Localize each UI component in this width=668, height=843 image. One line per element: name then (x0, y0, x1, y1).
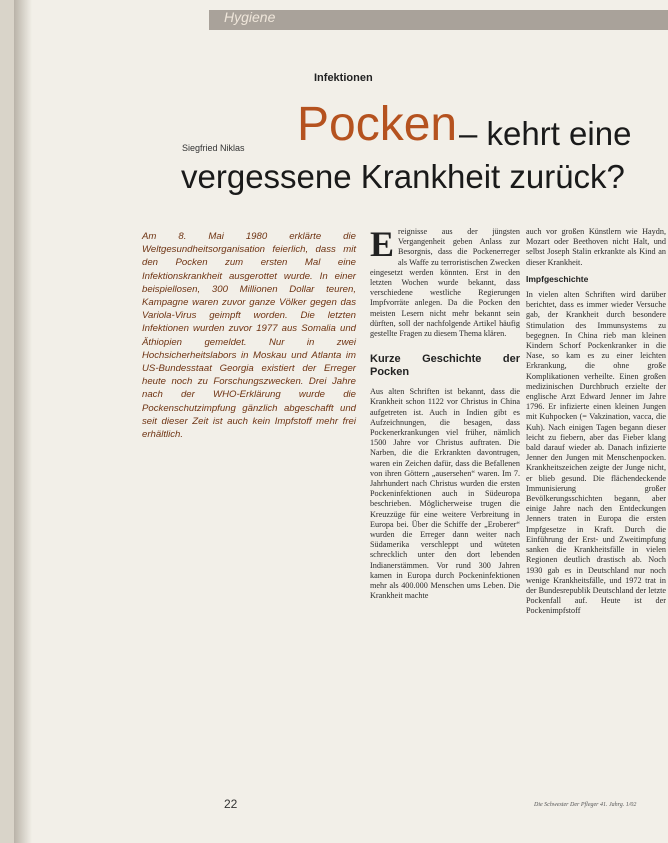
page-number: 22 (224, 797, 238, 811)
title-accent-word: Pocken (297, 98, 458, 151)
subhead-vaccination: Impfgeschichte (526, 273, 589, 284)
article-kicker: Infektionen (314, 72, 373, 84)
title-first-line-rest: – kehrt eine (459, 115, 632, 152)
subhead-history: Kurze Geschichte der Pocken (370, 353, 520, 379)
history-paragraph: Aus alten Schriften ist bekannt, dass die Krankheit schon 1122 vor Christus in China aufgetreten ist. Auch in Indien gibt es Aufzeichnungen, die besagen, dass Pockenerkrankungen viel früher, nämlich 1500 Jahre vor Christus auftraten. Die Narben, die die Erkrankten davontrugen, waren ein Zeichen dafür, dass die Befallenen von ihren Göttern „ausersehen“ waren. Im 7. Jahrhundert nach Christus wurden die ersten Pockeninfektionen auch in Südeuropa beschrieben. Möglicherweise trugen die Kreuzzüge für eine weitere Verbreitung in Europa bei. Über die Schiffe der „Eroberer“ wurden die Erreger dann weiter nach Südamerika verschleppt und wüteten schrecklich unter den dort lebenden Indianerstämmen. Vor rund 300 Jahren kamen in Europa durch Pockeninfektionen mehr als 400.000 Menschen ums Leben. Die Krankheit machte (370, 387, 520, 601)
article-column-2 (370, 224, 520, 606)
section-header-bar (209, 10, 668, 30)
publication-footer: Die Schwester Der Pfleger 41. Jahrg. 1/02 (534, 802, 637, 808)
continued-paragraph: auch vor großen Künstlern wie Haydn, Mozart oder Beethoven nicht Halt, und selbst Joseph Stalin erkrankte als Kind an dieser Krankheit. (526, 227, 666, 267)
article-author: Siegfried Niklas (182, 143, 245, 153)
binding-shadow (14, 0, 32, 843)
intro-paragraph (370, 224, 520, 339)
article-lead: Am 8. Mai 1980 erklärte die Weltgesundheitsorganisation feierlich, dass mit den Pocken zum ersten Mal eine Infektionskrankheit ausgerottet wurde. In einer beispiellosen, 300 Millionen Dollar teuren, Kampagne waren zuvor ganze Völker gegen das Variola-Virus geimpft worden. Die letzten Infektionen wurden zuvor 1977 aus Somalia und Äthiopien gemeldet. Nur in zwei Hochsicherheitslabors in Moskau und Atlanta im US-Bundesstaat Georgia existiert der Erreger heute noch zu Forschungszwecken. Drei Jahre nach der WHO-Erklärung wurde die Pockenschutzimpfung gänzlich abgeschafft und seit dieser Zeit ist auch kein Impfstoff mehr frei erhältlich. (142, 231, 356, 441)
section-label: Hygiene (224, 9, 276, 25)
article-column-3 (526, 227, 666, 621)
vaccination-paragraph: In vielen alten Schriften wird darüber berichtet, dass es immer wieder Versuche gab, der Krankheit durch besondere Stimulation des Immunsystems zu begegnen. In China rieb man kleinen Kindern Schorf Pockenkranker in die Nase, so kam es zu einer leichten Erkrankung, die ohne große Komplikationen verheilte. Einen großen medizinischen Durchbruch erzielte der englische Arzt Edward Jenner im Jahre 1796. Er infizierte einen kleinen Jungen mit Kuhpocken (= Vakzination, vacca, die Kuh). Nach einigen Tagen begann dieser leicht zu fiebern, aber das Fieber klang bald darauf wieder ab. Danach infizierte Jenner den Jungen mit Menschenpocken. Krankheitszeichen zeigte der Junge nicht, er blieb gesund. Die flächendeckende Immunisierung großer Bevölkerungsschichten begann, aber einige Jahre nach den Entdeckungen Jenners traten in Europa die ersten Impfgesetze in Kraft. Durch die Einführung der Erst- und Zweitimpfung sanken die Krankheitsfälle in vielen Regionen deutlich drastisch ab. Noch 1930 gab es in Deutschland nur noch wenige Krankheitsfälle, und 1972 trat in der Bundesrepublik Deutschland der letzte Pockenfall auf. Heute ist der Pockenimpfstoff (526, 290, 666, 616)
magazine-page (14, 0, 668, 843)
drop-cap: E (370, 224, 395, 264)
intro-text: reignisse aus der jüngsten Vergangenheit geben Anlass zur Besorgnis, dass die Pockenerreger als Waffe zu terroristischen Zwecken eingesetzt werden könnten. Erst in den letzten Wochen wurde bekannt, dass verschiedene westliche Regierungen Impfvorräte anlegen. Da die Pocken den meisten Lesern nicht mehr bekannt sein dürften, soll der nachfolgende Artikel häufig gestellte Fragen zu diesem Thema klären. (370, 227, 520, 339)
title-second-line: vergessene Krankheit zurück? (181, 158, 625, 195)
